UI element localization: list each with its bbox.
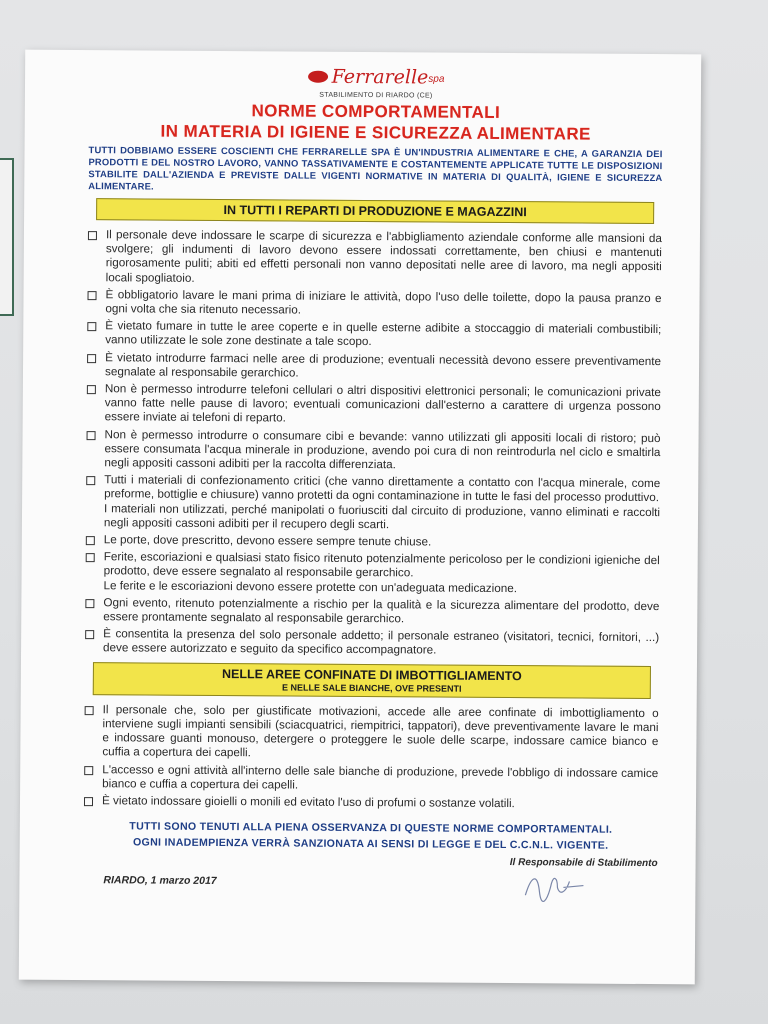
list-item: L'accesso e ogni attività all'interno delle sale bianche di produzione, prevede l'obbligo di indossare camice bianco e cuffia a copertura dei capelli. <box>84 763 658 795</box>
list-item: È vietato fumare in tutte le aree coperte e in quelle esterne adibite a stoccaggio di materiali combustibili; vanno utilizzate le sole zone destinate a tale scopo. <box>87 319 661 351</box>
list-item: Non è permesso introdurre o consumare cibi e bevande: vanno utilizzati gli appositi locali di ristoro; può essere consumata l'acqua minerale in produzione, avendo poi cura di non reintrodurla nel ciclo e smaltirla negli appositi cassoni adibiti per la raccolta differenziata. <box>86 428 660 475</box>
section2-title: NELLE AREE CONFINATE DI IMBOTTIGLIAMENTO <box>221 666 522 683</box>
closing-statement <box>84 818 658 854</box>
checkbox-icon <box>85 599 94 608</box>
list-item: Ogni evento, ritenuto potenzialmente a rischio per la qualità e la sicurezza alimentare del prodotto, deve essere prontamente segnalato al responsabile gerarchico. <box>85 596 659 628</box>
list-item: Non è permesso introdurre telefoni cellulari o altri dispositivi elettronici personali; le comunicazioni private vanno fatte nelle pause di lavoro; eventuali comunicazioni dall'esterno a carattere di urgenza possono essere inviate ai telefoni di reparto. <box>87 382 661 429</box>
footer <box>83 852 657 906</box>
checkbox-icon <box>84 797 93 806</box>
intro-text: TUTTI DOBBIAMO ESSERE COSCIENTI CHE FERRARELLE SPA È UN'INDUSTRIA ALIMENTARE E CHE, A GARANZIA DEI PRODOTTI E DEL NOSTRO LAVORO, VANNO TASSATIVAMENTE E COSTANTEMENTE APPLICATE TUTTE LE DISPOSIZIONI STABILITE DALL'AZIENDA E PREVISTE DALLE VIGENTI NORMATIVE IN MATERIA DI QUALITÀ, IGIENE E SICUREZZA ALIMENTARE. <box>88 144 663 192</box>
checkbox-icon <box>86 476 95 485</box>
wall-frame <box>0 158 14 316</box>
checkbox-icon <box>86 553 95 562</box>
brand-name: Ferrarelle <box>331 65 429 89</box>
section2-rules <box>84 703 659 812</box>
plant-name: STABILIMENTO DI RIARDO (CE) <box>319 91 433 100</box>
checkbox-icon <box>85 630 94 639</box>
list-item: Le porte, dove prescritto, devono essere sempre tenute chiuse. <box>86 533 660 551</box>
list-item: È obbligatorio lavare le mani prima di iniziare le attività, dopo l'uso delle toilette, dopo la pausa pranzo e ogni volta che sia ritenuto necessario. <box>87 288 661 320</box>
title-line1: NORME COMPORTAMENTALI <box>251 101 501 122</box>
list-item: È vietato indossare gioielli o monili ed evitato l'uso di profumi o sostanze volatili. <box>84 794 658 812</box>
list-item: Il personale che, solo per giustificate motivazioni, accede alle aree confinate di imbottigliamento o interviene sugli impianti sensibili (sciacquatrici, riempitrici, tappatori), deve preventivamente lavare le mani e indossare guanti monouso, detergere o proteggere le suole delle scarpe, indossare camice bianco e cuffia a copertura dei capelli. <box>84 703 658 764</box>
checkbox-icon <box>86 536 95 545</box>
section1-banner <box>96 198 654 224</box>
title-line2: IN MATERIA DI IGIENE E SICUREZZA ALIMENTARE <box>160 121 591 144</box>
checkbox-icon <box>87 354 96 363</box>
poster <box>19 50 701 985</box>
section1-title: IN TUTTI I REPARTI DI PRODUZIONE E MAGAZZINI <box>223 203 527 220</box>
checkbox-icon <box>88 231 97 240</box>
closing-line1: TUTTI SONO TENUTI ALLA PIENA OSSERVANZA DI QUESTE NORME COMPORTAMENTALI. <box>129 820 613 836</box>
closing-line2: OGNI INADEMPIENZA VERRÀ SANZIONATA AI SENSI DI LEGGE E DEL C.C.N.L. VIGENTE. <box>132 836 609 852</box>
signature-icon <box>517 865 597 906</box>
checkbox-icon <box>87 322 96 331</box>
signatory-title: Il Responsabile di Stabilimento <box>509 857 658 870</box>
checkbox-icon <box>87 431 96 440</box>
list-item: Tutti i materiali di confezionamento critici (che vanno direttamente a contatto con l'acqua minerale, come preforme, bottiglie e chiusure) vanno protetti da ogni contaminazione in tutte le fasi del processo produttivo. I materiali non utilizzati, perché manipolati o fuoriusciti dal circuito di produzione, vanno eliminati e raccolti negli appositi cassoni adibiti per il recupero degli scarti. <box>86 473 660 534</box>
brand-suffix: spa <box>428 73 445 85</box>
section2-banner <box>93 662 651 699</box>
logo-mark-icon <box>308 71 328 83</box>
list-item: È consentita la presenza del solo personale addetto; il personale estraneo (visitatori, tecnici, fornitori, ...) deve essere autorizzato e seguito da specifico accompagnatore. <box>85 627 659 659</box>
checkbox-icon <box>88 291 97 300</box>
list-item: È vietato introdurre farmaci nelle aree di produzione; eventuali necessità devono essere preventivamente segnalate al responsabile gerarchico. <box>87 351 661 383</box>
section2-subtitle: E NELLE SALE BIANCHE, OVE PRESENTI <box>282 682 462 694</box>
checkbox-icon <box>85 706 94 715</box>
section1-rules <box>85 228 662 660</box>
checkbox-icon <box>84 766 93 775</box>
checkbox-icon <box>87 385 96 394</box>
date-place: RIARDO, 1 marzo 2017 <box>103 874 217 888</box>
list-item: Ferite, escoriazioni e qualsiasi stato fisico ritenuto potenzialmente pericoloso per le condizioni igieniche del prodotto, deve essere segnalato al responsabile gerarchico. Le ferite e le escoriazioni devono essere protette con un'adeguata medicazione. <box>85 550 659 597</box>
list-item: Il personale deve indossare le scarpe di sicurezza e l'abbigliamento aziendale conforme alle mansioni da svolgere; gli indumenti di lavoro devono essere indossati correttamente, ben chiusi e mantenuti rigorosamente puliti; abiti ed effetti personali non vanno depositati nelle aree di lavoro, ma negli appositi locali spogliatoio. <box>88 228 662 289</box>
